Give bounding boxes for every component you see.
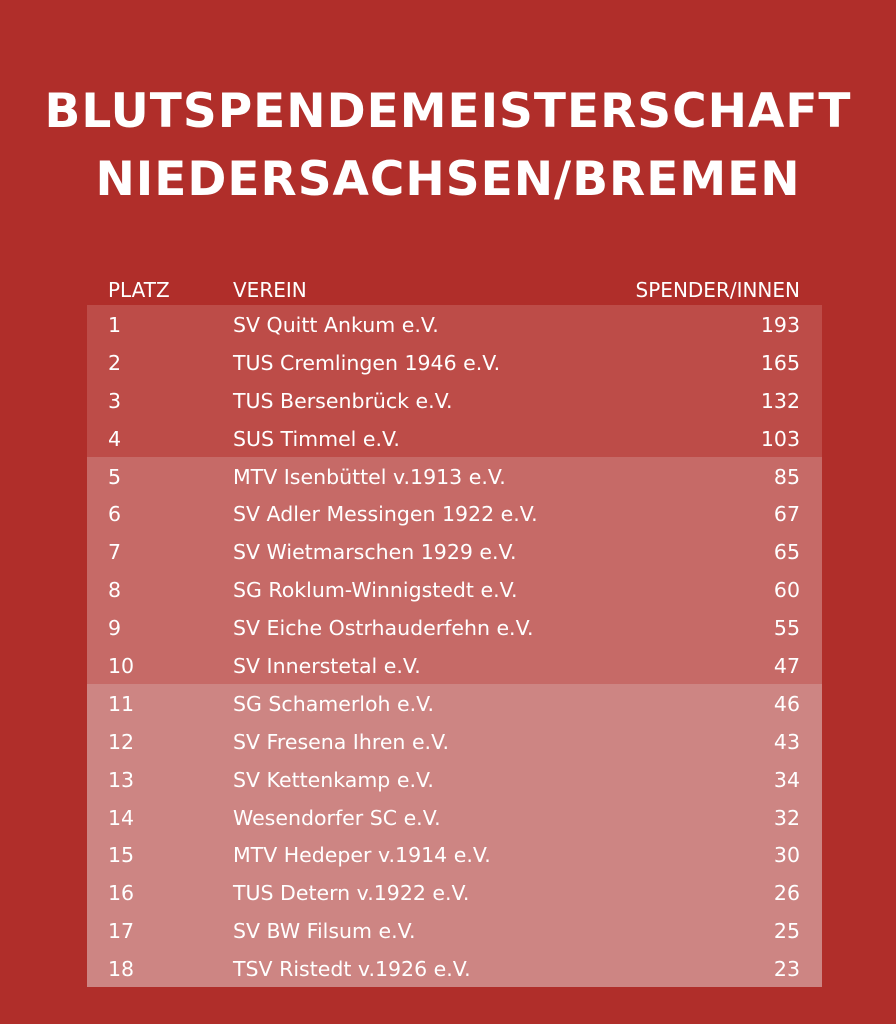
- cell-platz: 15: [108, 843, 135, 868]
- cell-platz: 12: [108, 729, 135, 754]
- rank-group-top-4: [87, 305, 822, 457]
- cell-platz: 8: [108, 578, 122, 603]
- title-line-1: BLUTSPENDEMEISTERSCHAFT: [44, 84, 852, 139]
- cell-verein: SV Wietmarschen 1929 e.V.: [233, 540, 517, 565]
- column-header-verein: VEREIN: [233, 278, 307, 302]
- table-row: [87, 494, 822, 532]
- table-row: [87, 419, 822, 457]
- cell-verein: SV Innerstetal e.V.: [233, 654, 421, 679]
- table-row: [87, 608, 822, 646]
- cell-spender: 60: [773, 578, 800, 603]
- cell-spender: 132: [760, 388, 800, 413]
- cell-platz: 9: [108, 616, 122, 641]
- table-row: [87, 457, 822, 495]
- rank-group-11-to-18: [87, 684, 822, 987]
- table-header: [108, 276, 800, 304]
- cell-spender: 67: [773, 502, 800, 527]
- cell-verein: SV Fresena Ihren e.V.: [233, 729, 449, 754]
- cell-verein: SV Quitt Ankum e.V.: [233, 313, 439, 337]
- table-row: [87, 798, 822, 836]
- cell-platz: 2: [108, 350, 122, 375]
- cell-spender: 34: [773, 767, 800, 792]
- column-header-platz: PLATZ: [108, 278, 170, 302]
- cell-platz: 14: [108, 805, 135, 830]
- cell-verein: SG Schamerloh e.V.: [233, 691, 435, 716]
- cell-platz: 16: [108, 881, 135, 906]
- title-line-2: NIEDERSACHSEN/BREMEN: [95, 152, 801, 207]
- table-row: [87, 305, 822, 343]
- column-header-spender: SPENDER/INNEN: [635, 278, 800, 302]
- cell-verein: SV Adler Messingen 1922 e.V.: [233, 502, 538, 527]
- cell-platz: 5: [108, 464, 122, 489]
- cell-verein: SV BW Filsum e.V.: [233, 919, 416, 944]
- table-row: [87, 646, 822, 684]
- cell-verein: TUS Bersenbrück e.V.: [233, 388, 453, 413]
- cell-verein: MTV Isenbüttel v.1913 e.V.: [233, 464, 506, 489]
- cell-verein: TSV Ristedt v.1926 e.V.: [233, 957, 471, 982]
- cell-spender: 43: [773, 729, 800, 754]
- table-row: [87, 343, 822, 381]
- table-row: [87, 873, 822, 911]
- cell-platz: 11: [108, 691, 135, 716]
- cell-platz: 6: [108, 502, 122, 527]
- ranking-table: [87, 305, 822, 987]
- table-row: [87, 835, 822, 873]
- table-row: [87, 911, 822, 949]
- cell-platz: 1: [108, 313, 122, 337]
- table-row: [87, 722, 822, 760]
- table-row: [87, 760, 822, 798]
- cell-verein: SG Roklum-Winnigstedt e.V.: [233, 578, 518, 603]
- cell-spender: 55: [773, 616, 800, 641]
- cell-spender: 85: [773, 464, 800, 489]
- cell-verein: TUS Cremlingen 1946 e.V.: [233, 350, 501, 375]
- cell-spender: 65: [773, 540, 800, 565]
- page-title: [0, 78, 896, 214]
- table-row: [87, 532, 822, 570]
- cell-verein: Wesendorfer SC e.V.: [233, 805, 441, 830]
- cell-platz: 13: [108, 767, 135, 792]
- cell-spender: 46: [773, 691, 800, 716]
- cell-spender: 25: [773, 919, 800, 944]
- cell-platz: 7: [108, 540, 122, 565]
- cell-spender: 103: [760, 426, 800, 451]
- cell-spender: 165: [760, 350, 800, 375]
- cell-platz: 4: [108, 426, 122, 451]
- rank-group-5-to-10: [87, 457, 822, 684]
- cell-spender: 32: [773, 805, 800, 830]
- cell-platz: 18: [108, 957, 135, 982]
- cell-platz: 3: [108, 388, 122, 413]
- cell-verein: SV Eiche Ostrhauderfehn e.V.: [233, 616, 534, 641]
- cell-platz: 10: [108, 654, 135, 679]
- table-row: [87, 949, 822, 987]
- cell-verein: SV Kettenkamp e.V.: [233, 767, 434, 792]
- table-row: [87, 381, 822, 419]
- cell-spender: 26: [773, 881, 800, 906]
- table-row: [87, 684, 822, 722]
- table-row: [87, 570, 822, 608]
- cell-spender: 23: [773, 957, 800, 982]
- cell-spender: 47: [773, 654, 800, 679]
- cell-verein: TUS Detern v.1922 e.V.: [233, 881, 470, 906]
- cell-verein: MTV Hedeper v.1914 e.V.: [233, 843, 491, 868]
- cell-platz: 17: [108, 919, 135, 944]
- cell-spender: 193: [760, 313, 800, 337]
- cell-spender: 30: [773, 843, 800, 868]
- cell-verein: SUS Timmel e.V.: [233, 426, 400, 451]
